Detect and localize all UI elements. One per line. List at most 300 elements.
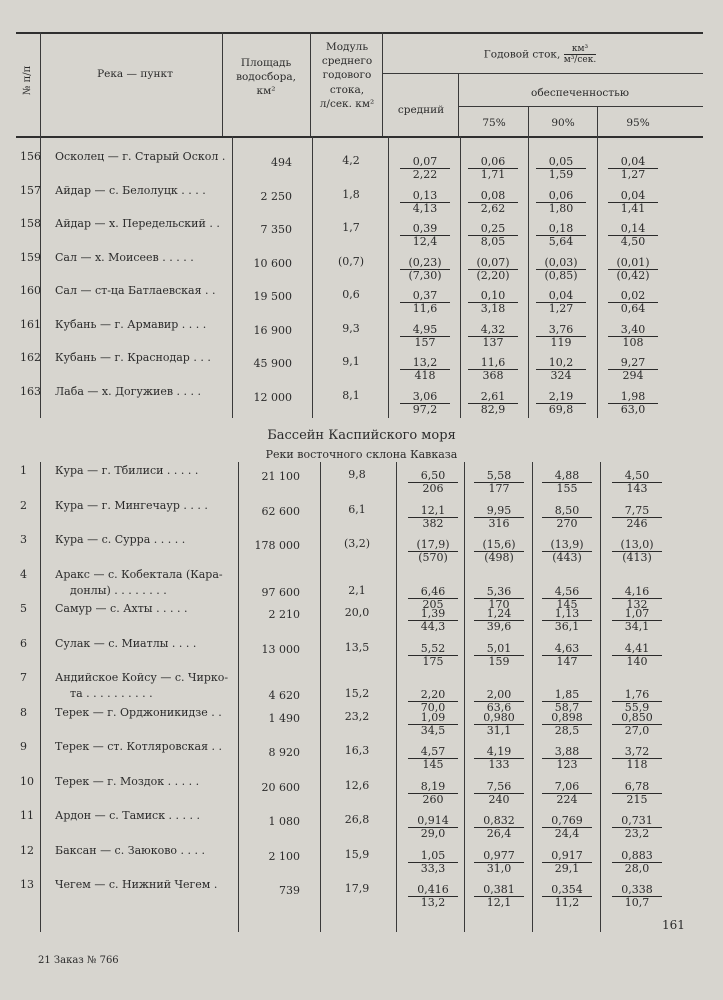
runoff-fraction [542, 608, 592, 633]
runoff-discharge: 12,1 [486, 896, 512, 909]
runoff-modulus: 20,0 [344, 606, 370, 619]
header-p90: 90% [551, 117, 575, 129]
runoff-discharge: 155 [556, 482, 578, 495]
basin-area: 16 900 [253, 323, 292, 337]
runoff-volume: 7,75 [612, 505, 662, 518]
runoff-volume: 0,05 [536, 156, 586, 169]
header-river: Река — пункт [97, 68, 173, 80]
basin-area: 1 490 [268, 711, 300, 725]
runoff-discharge: (413) [622, 551, 652, 564]
runoff-fraction [474, 539, 524, 564]
runoff-discharge: 137 [482, 335, 504, 349]
header-p95: 95% [626, 117, 650, 129]
runoff-fraction [608, 391, 658, 416]
runoff-volume: 0,07 [400, 156, 450, 169]
runoff-fraction [612, 470, 662, 495]
basin-area: 2 100 [268, 849, 300, 863]
table-row [0, 182, 723, 218]
runoff-modulus: 26,8 [344, 813, 370, 826]
runoff-discharge: 97,2 [412, 402, 438, 416]
runoff-modulus: 16,3 [344, 744, 370, 757]
runoff-fraction [468, 324, 518, 349]
runoff-volume: 0,04 [608, 156, 658, 169]
runoff-modulus: 9,3 [342, 321, 360, 335]
table-row [0, 701, 723, 740]
runoff-fraction [542, 746, 592, 771]
runoff-fraction [400, 290, 450, 315]
row-number: 13 [20, 878, 34, 891]
runoff-volume: 2,19 [536, 391, 586, 404]
runoff-volume: 5,52 [408, 643, 458, 656]
section-subtitle: Реки восточного склона Кавказа [265, 448, 458, 461]
runoff-volume: (13,9) [542, 539, 592, 552]
runoff-volume: 1,39 [408, 608, 458, 621]
runoff-volume: 1,07 [612, 608, 662, 621]
runoff-discharge: 34,5 [420, 723, 446, 737]
runoff-fraction [612, 712, 662, 737]
row-number: 4 [20, 567, 27, 581]
basin-area: 97 600 [261, 585, 300, 599]
river-point: Кура — с. Сурра . . . . . [55, 533, 186, 546]
row-number: 9 [20, 740, 27, 753]
header-modulus-line: среднего [321, 55, 373, 68]
basin-area: 19 500 [253, 290, 292, 303]
runoff-discharge: 63,6 [486, 701, 512, 714]
runoff-fraction [468, 357, 518, 382]
runoff-volume: 1,05 [408, 850, 458, 863]
row-number: 11 [20, 809, 34, 822]
runoff-fraction [408, 850, 458, 875]
runoff-volume: 12,1 [408, 505, 458, 518]
runoff-discharge: 157 [414, 335, 436, 349]
runoff-fraction [542, 712, 592, 737]
runoff-discharge: 3,18 [480, 302, 506, 315]
runoff-discharge: 1,59 [548, 168, 574, 181]
runoff-fraction [408, 539, 458, 564]
runoff-volume: 4,95 [400, 324, 450, 337]
runoff-fraction [468, 257, 518, 282]
table-row [0, 597, 723, 636]
runoff-discharge: 1,71 [480, 168, 506, 181]
runoff-fraction [536, 357, 586, 382]
runoff-fraction [612, 815, 662, 840]
runoff-discharge: 82,9 [480, 402, 506, 416]
river-point: Сулак — с. Миатлы . . . . [55, 636, 197, 650]
row-number: 7 [20, 671, 27, 684]
runoff-volume: 0,14 [608, 223, 658, 236]
river-point: Ардон — с. Тамиск . . . . . [55, 809, 201, 822]
river-point: Кубань — г. Армавир . . . . [55, 317, 207, 331]
runoff-discharge: 34,1 [624, 620, 650, 633]
runoff-fraction [536, 324, 586, 349]
header-mean: средний [397, 104, 445, 116]
runoff-discharge: 240 [488, 792, 510, 806]
runoff-fraction [474, 850, 524, 875]
runoff-discharge: (7,30) [408, 268, 442, 282]
river-point: Айдар — х. Передельский . . [55, 217, 220, 230]
runoff-volume: 1,13 [542, 608, 592, 621]
basin-area: 62 600 [261, 504, 300, 518]
runoff-discharge: 28,5 [554, 723, 580, 737]
runoff-discharge: 1,80 [548, 201, 574, 215]
runoff-volume: 4,32 [468, 324, 518, 337]
runoff-volume: 1,85 [542, 689, 592, 702]
runoff-fraction [400, 156, 450, 181]
runoff-modulus: 15,2 [344, 687, 370, 700]
runoff-modulus: 4,2 [342, 154, 360, 167]
runoff-modulus: 9,8 [348, 468, 366, 481]
runoff-discharge: 205 [422, 597, 444, 611]
table-row [0, 316, 723, 352]
runoff-volume: 0,338 [612, 884, 662, 897]
runoff-volume: 3,88 [542, 746, 592, 759]
runoff-discharge: 31,0 [486, 861, 512, 875]
header-modulus-line: Модуль [325, 41, 369, 53]
row-number: 159 [20, 250, 41, 264]
runoff-volume: 10,2 [536, 357, 586, 370]
runoff-discharge: 44,3 [420, 620, 446, 633]
runoff-fraction [612, 746, 662, 771]
runoff-modulus: 9,1 [342, 355, 360, 368]
runoff-volume: 3,76 [536, 324, 586, 337]
runoff-discharge: 11,6 [412, 302, 438, 315]
header-area [226, 56, 306, 99]
runoff-discharge: 224 [556, 792, 578, 806]
table-row [0, 807, 723, 843]
runoff-volume: 3,72 [612, 746, 662, 759]
runoff-volume: 0,898 [542, 712, 592, 725]
row-number: 12 [20, 843, 34, 857]
runoff-discharge: 29,0 [420, 827, 446, 840]
basin-area: 2 210 [268, 608, 300, 621]
runoff-fraction [468, 223, 518, 248]
river-point: Кура — г. Мингечаур . . . . [55, 498, 208, 512]
header-modulus-line: стока, [329, 83, 365, 96]
runoff-fraction [408, 712, 458, 737]
runoff-volume: 0,914 [408, 815, 458, 828]
runoff-volume: 4,41 [612, 643, 662, 656]
runoff-fraction [608, 290, 658, 315]
basin-area: 12 000 [253, 390, 292, 404]
runoff-volume: 4,56 [542, 586, 592, 599]
runoff-modulus: 0,6 [342, 288, 360, 301]
runoff-fraction [474, 815, 524, 840]
runoff-fraction [542, 781, 592, 806]
runoff-volume: 0,18 [536, 223, 586, 236]
runoff-fraction [408, 608, 458, 633]
runoff-fraction [408, 746, 458, 771]
table-row [0, 635, 723, 671]
runoff-fraction [542, 643, 592, 668]
runoff-fraction [612, 539, 662, 564]
runoff-fraction [468, 290, 518, 315]
runoff-fraction [608, 190, 658, 215]
runoff-volume: 5,36 [474, 586, 524, 599]
runoff-discharge: 23,2 [624, 827, 650, 840]
runoff-fraction [542, 505, 592, 530]
runoff-volume: 0,354 [542, 884, 592, 897]
runoff-volume: 1,09 [408, 712, 458, 725]
river-point: Айдар — с. Белолуцк . . . . [55, 183, 206, 197]
runoff-fraction [408, 815, 458, 840]
runoff-discharge: 12,4 [412, 235, 438, 248]
runoff-discharge: 26,4 [486, 827, 512, 840]
header-prob: обеспеченностью [531, 87, 629, 99]
basin-area: 45 900 [253, 357, 292, 370]
runoff-fraction [408, 884, 458, 909]
runoff-fraction [542, 470, 592, 495]
runoff-discharge: 24,4 [554, 827, 580, 840]
table-row [0, 282, 723, 318]
runoff-discharge: 10,7 [624, 896, 650, 909]
header-area-line: водосбора, [236, 71, 296, 84]
runoff-volume: 9,27 [608, 357, 658, 370]
runoff-discharge: 175 [422, 654, 444, 668]
row-number: 162 [20, 351, 41, 364]
row-number: 161 [20, 317, 41, 331]
runoff-volume: (0,23) [400, 257, 450, 270]
prob-rule [458, 106, 703, 107]
runoff-volume: 0,04 [536, 290, 586, 303]
runoff-discharge: 368 [482, 369, 504, 382]
runoff-modulus: 6,1 [348, 502, 366, 516]
runoff-discharge: 55,9 [624, 701, 650, 714]
header-modulus-line: л/сек. км² [319, 97, 375, 110]
runoff-discharge: 133 [488, 758, 510, 771]
runoff-discharge: 324 [550, 369, 572, 382]
runoff-discharge: 31,1 [486, 723, 512, 737]
runoff-volume: 0,977 [474, 850, 524, 863]
runoff-discharge: 69,8 [548, 402, 574, 416]
runoff-volume: 0,883 [612, 850, 662, 863]
header-num: № п/п [22, 65, 33, 95]
runoff-volume: 0,39 [400, 223, 450, 236]
table-row [0, 738, 723, 774]
runoff-discharge: 316 [488, 516, 510, 530]
runoff-rule [382, 73, 703, 74]
runoff-volume: 7,56 [474, 781, 524, 794]
col-rule [310, 32, 311, 136]
row-number: 3 [20, 533, 27, 546]
river-point: Терек — г. Моздок . . . . . [55, 774, 200, 788]
runoff-volume: (0,07) [468, 257, 518, 270]
row-number: 6 [20, 636, 27, 650]
runoff-fraction [612, 608, 662, 633]
runoff-fraction [468, 156, 518, 181]
runoff-fraction [612, 884, 662, 909]
runoff-volume: 0,06 [536, 190, 586, 203]
runoff-discharge: 147 [556, 654, 578, 668]
row-number: 1 [20, 464, 27, 477]
header-top-rule [16, 32, 703, 34]
runoff-fraction [474, 608, 524, 633]
runoff-discharge: (0,42) [616, 268, 650, 282]
runoff-fraction [408, 470, 458, 495]
basin-area: 494 [271, 156, 292, 169]
runoff-volume: 0,416 [408, 884, 458, 897]
runoff-fraction [612, 643, 662, 668]
table-row [0, 531, 723, 567]
runoff-modulus: (0,7) [337, 254, 365, 268]
runoff-modulus: 17,9 [344, 882, 370, 895]
runoff-fraction [542, 884, 592, 909]
basin-area: 178 000 [254, 539, 300, 552]
runoff-discharge: 177 [488, 482, 510, 495]
runoff-fraction [474, 505, 524, 530]
runoff-fraction [468, 391, 518, 416]
runoff-discharge: (498) [484, 551, 514, 564]
basin-area: 13 000 [261, 642, 300, 656]
unit-bottom: м³/сек. [563, 55, 597, 65]
runoff-volume: 0,917 [542, 850, 592, 863]
runoff-discharge: 418 [414, 369, 436, 382]
table-row [0, 383, 723, 419]
page-number: 161 [662, 918, 685, 932]
col-rule [382, 32, 383, 136]
row-number: 158 [20, 217, 41, 230]
row-number: 157 [20, 183, 41, 197]
row-number: 163 [20, 384, 41, 398]
table-row [0, 349, 723, 385]
runoff-volume: 3,06 [400, 391, 450, 404]
runoff-fraction [400, 257, 450, 282]
runoff-fraction [400, 190, 450, 215]
runoff-discharge: 159 [488, 654, 510, 668]
runoff-fraction [408, 643, 458, 668]
runoff-volume: 4,88 [542, 470, 592, 483]
table-row [0, 497, 723, 533]
runoff-volume: 4,57 [408, 746, 458, 759]
river-point-continued: донлы) . . . . . . . . [70, 583, 167, 597]
header-modulus [312, 40, 382, 111]
runoff-discharge: 1,27 [620, 168, 646, 181]
runoff-discharge: 170 [488, 597, 510, 611]
basin-area: 2 250 [260, 189, 292, 203]
runoff-volume: 0,25 [468, 223, 518, 236]
runoff-fraction [608, 257, 658, 282]
runoff-discharge: 39,6 [486, 620, 512, 633]
runoff-discharge: (2,20) [476, 268, 510, 282]
runoff-volume: 6,78 [612, 781, 662, 794]
runoff-fraction [400, 391, 450, 416]
runoff-fraction [612, 505, 662, 530]
runoff-discharge: 215 [626, 792, 648, 806]
runoff-discharge: 8,05 [480, 235, 506, 248]
runoff-volume: 0,08 [468, 190, 518, 203]
runoff-discharge: 4,13 [412, 201, 438, 215]
runoff-discharge: 143 [626, 482, 648, 495]
runoff-volume: 0,850 [612, 712, 662, 725]
runoff-discharge: 13,2 [420, 896, 446, 909]
runoff-modulus: 23,2 [344, 709, 370, 723]
runoff-discharge: 27,0 [624, 723, 650, 737]
section-title: Бассейн Каспийского моря [267, 428, 456, 443]
runoff-volume: (0,03) [536, 257, 586, 270]
col-rule [458, 73, 459, 136]
runoff-volume: 4,19 [474, 746, 524, 759]
runoff-fraction [400, 223, 450, 248]
runoff-fraction [536, 257, 586, 282]
runoff-volume: 2,61 [468, 391, 518, 404]
header-runoff-label: Годовой сток, [483, 48, 561, 61]
runoff-volume: 5,01 [474, 643, 524, 656]
runoff-discharge: 206 [422, 482, 444, 495]
runoff-discharge: 36,1 [554, 620, 580, 633]
river-point: Чегем — с. Нижний Чегем . [55, 878, 218, 891]
river-point: Аракс — с. Кобектала (Кара- [55, 567, 223, 581]
runoff-fraction [400, 357, 450, 382]
runoff-fraction [536, 391, 586, 416]
runoff-modulus: 12,6 [344, 778, 370, 792]
runoff-volume: 0,13 [400, 190, 450, 203]
header-area-line: км² [256, 85, 276, 98]
runoff-fraction [542, 815, 592, 840]
runoff-volume: 0,02 [608, 290, 658, 303]
table-row [0, 462, 723, 498]
runoff-fraction [468, 190, 518, 215]
runoff-fraction [612, 781, 662, 806]
runoff-fraction [536, 190, 586, 215]
row-number: 2 [20, 498, 27, 512]
runoff-discharge: 1,27 [548, 302, 574, 315]
runoff-volume: 1,98 [608, 391, 658, 404]
runoff-volume: 3,40 [608, 324, 658, 337]
runoff-discharge: 246 [626, 516, 648, 530]
runoff-fraction [536, 156, 586, 181]
runoff-discharge: 108 [622, 335, 644, 349]
river-point: Лаба — х. Догужиев . . . . [55, 384, 202, 398]
runoff-modulus: 1,7 [342, 221, 360, 234]
basin-area: 21 100 [261, 470, 300, 483]
runoff-discharge: 11,2 [554, 896, 580, 909]
row-number: 8 [20, 705, 27, 719]
basin-area: 1 080 [268, 815, 300, 828]
river-point: Сал — х. Моисеев . . . . . [55, 250, 194, 264]
basin-area: 739 [279, 884, 300, 897]
runoff-discharge: 118 [626, 758, 648, 771]
river-point: Кубань — г. Краснодар . . . [55, 351, 211, 364]
runoff-volume: 1,24 [474, 608, 524, 621]
table-row [0, 876, 723, 912]
runoff-discharge: 270 [556, 516, 578, 530]
row-number: 5 [20, 602, 27, 615]
runoff-discharge: 5,64 [548, 235, 574, 248]
river-point-continued: та . . . . . . . . . . [70, 687, 153, 700]
runoff-modulus: (3,2) [343, 537, 371, 550]
unit-top: км³ [564, 44, 597, 55]
runoff-fraction [536, 223, 586, 248]
runoff-modulus: 2,1 [348, 583, 366, 597]
runoff-discharge: 70,0 [420, 701, 446, 714]
runoff-volume: 5,58 [474, 470, 524, 483]
table-row [0, 773, 723, 809]
runoff-discharge: 33,3 [420, 861, 446, 875]
row-number: 10 [20, 774, 34, 788]
runoff-discharge: 294 [622, 369, 644, 382]
runoff-discharge: 28,0 [624, 861, 650, 875]
runoff-volume: 0,10 [468, 290, 518, 303]
runoff-volume: (13,0) [612, 539, 662, 552]
runoff-volume: 0,769 [542, 815, 592, 828]
table-row [0, 215, 723, 251]
basin-area: 7 350 [260, 223, 292, 236]
runoff-fraction [474, 781, 524, 806]
col-rule [40, 32, 41, 136]
runoff-discharge: 140 [626, 654, 648, 668]
table-row [0, 148, 723, 184]
runoff-discharge: 2,22 [412, 168, 438, 181]
footer-print-mark: 21 Заказ № 766 [38, 955, 119, 966]
